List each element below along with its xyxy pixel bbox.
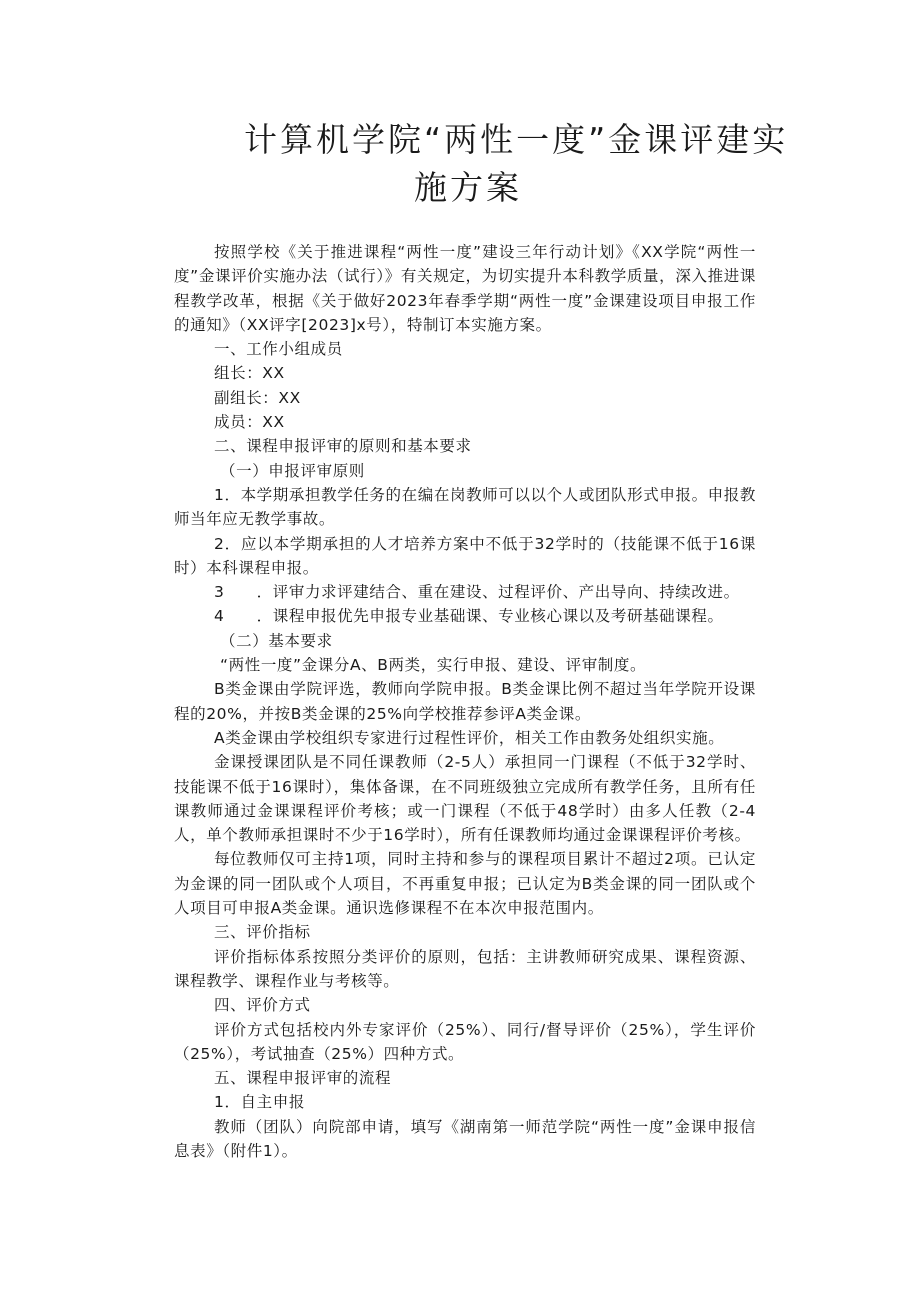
document-title-line-1: 计算机学院“两性一度”金课评建实 [244, 120, 789, 159]
document-body [174, 240, 756, 1163]
requirement-paragraph-3: A类金课由学校组织专家进行过程性评价，相关工作由教务处组织实施。 [214, 728, 725, 747]
principle-item-2: 2．应以本学期承担的人才培养方案中不低于32学时的（技能课不低于16课时）本科课程申报。 [174, 534, 756, 577]
section-heading-4: 四、评价方式 [214, 996, 311, 1015]
member-leader: 组长：XX [214, 364, 285, 383]
process-step-1: 1．自主申报 [214, 1093, 305, 1112]
requirement-paragraph-4: 金课授课团队是不同任课教师（2-5人）承担同一门课程（不低于32学时、技能课不低于16课时），集体备课，在不同班级独立完成所有教学任务，且所有任课教师通过金课课程评价考核；或一门课程（不低于48学时）由多人任教（2-4人，单个教师承担课时不少于16学时），所有任课教师均通过金课课程评价考核。 [174, 753, 756, 845]
document-title-line-2: 施方案 [414, 168, 522, 207]
principle-item-3: 3 ．评审力求评建结合、重在建设、过程评价、产出导向、持续改进。 [214, 583, 740, 602]
method-paragraph: 评价方式包括校内外专家评价（25%）、同行/督导评价（25%），学生评价（25%），考试抽查（25%）四种方式。 [174, 1020, 756, 1063]
section-heading-2: 二、课程申报评审的原则和基本要求 [214, 437, 472, 456]
section-heading-5: 五、课程申报评审的流程 [214, 1069, 392, 1088]
member-members: 成员：XX [214, 413, 285, 432]
intro-paragraph: 按照学校《关于推进课程“两性一度”建设三年行动计划》《XX学院“两性一度”金课评价实施办法（试行）》有关规定，为切实提升本科教学质量，深入推进课程教学改革，根据《关于做好2023年春季学期“两性一度”金课建设项目申报工作的通知》（XX评字[2023]x号），特制订本实施方案。 [174, 243, 756, 334]
process-step-1-detail: 教师（团队）向院部申请，填写《湖南第一师范学院“两性一度”金课申报信息表》（附件1）。 [174, 1117, 756, 1160]
requirement-paragraph-5: 每位教师仅可主持1项，同时主持和参与的课程项目累计不超过2项。已认定为金课的同一团队或个人项目，不再重复申报；已认定为B类金课的同一团队或个人项目可申报A类金课。通识选修课程不在本次申报范围内。 [174, 850, 756, 918]
section-heading-1: 一、工作小组成员 [214, 340, 343, 359]
subsection-heading-1: （一）申报评审原则 [220, 461, 365, 480]
indicator-paragraph: 评价指标体系按照分类评价的原则，包括：主讲教师研究成果、课程资源、课程教学、课程作业与考核等。 [174, 947, 756, 990]
section-heading-3: 三、评价指标 [214, 923, 311, 942]
requirement-paragraph-2: B类金课由学院评选，教师向学院申报。B类金课比例不超过当年学院开设课程的20%，并按B类金课的25%向学校推荐参评A类金课。 [174, 680, 756, 723]
member-deputy: 副组长：XX [214, 388, 301, 407]
subsection-heading-2: （二）基本要求 [220, 631, 333, 650]
principle-item-4: 4 ．课程申报优先申报专业基础课、专业核心课以及考研基础课程。 [214, 607, 724, 626]
principle-item-1: 1．本学期承担教学任务的在编在岗教师可以以个人或团队形式申报。申报教师当年应无教学事故。 [174, 485, 756, 529]
requirement-paragraph-1: “两性一度”金课分A、B两类，实行申报、建设、评审制度。 [220, 656, 647, 675]
